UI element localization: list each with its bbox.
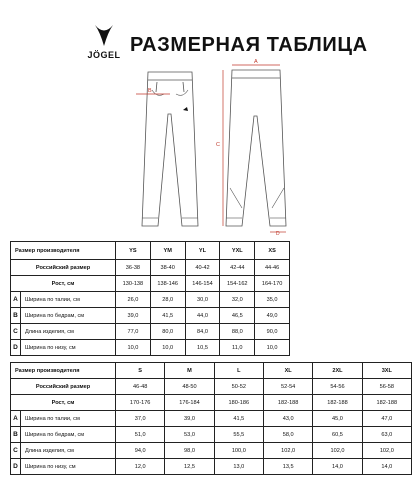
- value-cell: 58,0: [263, 427, 312, 443]
- table-row: [11, 379, 412, 395]
- measure-label-d: D: [276, 231, 280, 236]
- height-label: Рост, см: [11, 395, 116, 411]
- ru-size-cell: 52-54: [263, 379, 312, 395]
- size-cell: S: [116, 363, 165, 379]
- value-cell: 26,0: [116, 292, 151, 308]
- table-row: [11, 395, 412, 411]
- pants-drawings: [120, 58, 320, 236]
- value-cell: 46,5: [220, 308, 255, 324]
- ru-size-cell: 44-46: [255, 260, 290, 276]
- ru-size-cell: 50-52: [214, 379, 263, 395]
- measure-code: C: [11, 324, 21, 340]
- size-header: Размер производителя: [11, 242, 116, 260]
- value-cell: 53,0: [165, 427, 214, 443]
- height-cell: 170-176: [116, 395, 165, 411]
- value-cell: 90,0: [255, 324, 290, 340]
- measure-code: B: [11, 427, 21, 443]
- measure-code: A: [11, 411, 21, 427]
- value-cell: 102,0: [263, 443, 312, 459]
- size-cell: L: [214, 363, 263, 379]
- ru-size-cell: 46-48: [116, 379, 165, 395]
- height-cell: 146-154: [185, 276, 220, 292]
- ru-size-cell: 48-50: [165, 379, 214, 395]
- value-cell: 32,0: [220, 292, 255, 308]
- value-cell: 10,0: [116, 340, 151, 356]
- value-cell: 10,5: [185, 340, 220, 356]
- table-row: [11, 443, 412, 459]
- size-cell: YL: [185, 242, 220, 260]
- value-cell: 60,5: [313, 427, 362, 443]
- ru-size-cell: 56-58: [362, 379, 411, 395]
- measure-code: B: [11, 308, 21, 324]
- size-cell: 3XL: [362, 363, 411, 379]
- value-cell: 43,0: [263, 411, 312, 427]
- value-cell: 11,0: [220, 340, 255, 356]
- value-cell: 14,0: [313, 459, 362, 475]
- value-cell: 102,0: [313, 443, 362, 459]
- size-cell: YXL: [220, 242, 255, 260]
- measure-label: Ширина по бедрам, см: [21, 427, 116, 443]
- page-title: РАЗМЕРНАЯ ТАБЛИЦА: [130, 34, 368, 56]
- value-cell: 39,0: [116, 308, 151, 324]
- measure-label-b: B: [148, 88, 152, 94]
- value-cell: 100,0: [214, 443, 263, 459]
- table-row: [11, 292, 290, 308]
- measure-label: Ширина по талии, см: [21, 411, 116, 427]
- height-cell: 182-188: [313, 395, 362, 411]
- ru-size-cell: 42-44: [220, 260, 255, 276]
- measurement-lines: [136, 65, 286, 232]
- value-cell: 55,5: [214, 427, 263, 443]
- ru-size-cell: 38-40: [150, 260, 185, 276]
- header: [0, 0, 416, 60]
- size-cell: XS: [255, 242, 290, 260]
- size-cell: XL: [263, 363, 312, 379]
- value-cell: 12,0: [116, 459, 165, 475]
- size-cell: YM: [150, 242, 185, 260]
- value-cell: 77,0: [116, 324, 151, 340]
- measure-label-c: C: [216, 142, 220, 148]
- value-cell: 44,0: [185, 308, 220, 324]
- size-cell: 2XL: [313, 363, 362, 379]
- height-cell: 138-146: [150, 276, 185, 292]
- table-row: [11, 276, 290, 292]
- ru-size-cell: 36-38: [116, 260, 151, 276]
- value-cell: 49,0: [255, 308, 290, 324]
- table-row: [11, 427, 412, 443]
- measure-label: Ширина по талии, см: [21, 292, 116, 308]
- logo-text: JÖGEL: [87, 50, 121, 60]
- measure-label-a: A: [254, 59, 258, 65]
- value-cell: 13,5: [263, 459, 312, 475]
- value-cell: 37,0: [116, 411, 165, 427]
- value-cell: 80,0: [150, 324, 185, 340]
- value-cell: 45,0: [313, 411, 362, 427]
- measure-label: Длина изделия, см: [21, 324, 116, 340]
- value-cell: 98,0: [165, 443, 214, 459]
- jogel-logo-icon: [91, 22, 117, 48]
- value-cell: 13,0: [214, 459, 263, 475]
- value-cell: 47,0: [362, 411, 411, 427]
- height-cell: 164-170: [255, 276, 290, 292]
- pants-back-view: [226, 70, 286, 226]
- brand-logo: [84, 22, 124, 70]
- value-cell: 28,0: [150, 292, 185, 308]
- value-cell: 12,5: [165, 459, 214, 475]
- measure-label: Ширина по бедрам, см: [21, 308, 116, 324]
- value-cell: 63,0: [362, 427, 411, 443]
- size-cell: YS: [116, 242, 151, 260]
- value-cell: 41,5: [150, 308, 185, 324]
- table-row: [11, 459, 412, 475]
- ru-size-label: Российский размер: [11, 260, 116, 276]
- value-cell: 10,0: [255, 340, 290, 356]
- measure-code: C: [11, 443, 21, 459]
- table-row: [11, 308, 290, 324]
- measure-label: Ширина по низу, см: [21, 459, 116, 475]
- value-cell: 94,0: [116, 443, 165, 459]
- height-cell: 182-188: [362, 395, 411, 411]
- measure-label: Длина изделия, см: [21, 443, 116, 459]
- height-label: Рост, см: [11, 276, 116, 292]
- measure-label: Ширина по низу, см: [21, 340, 116, 356]
- value-cell: 30,0: [185, 292, 220, 308]
- measure-code: A: [11, 292, 21, 308]
- value-cell: 102,0: [362, 443, 411, 459]
- ru-size-cell: 54-56: [313, 379, 362, 395]
- value-cell: 84,0: [185, 324, 220, 340]
- value-cell: 10,0: [150, 340, 185, 356]
- value-cell: 41,5: [214, 411, 263, 427]
- measure-code: D: [11, 459, 21, 475]
- ru-size-cell: 40-42: [185, 260, 220, 276]
- height-cell: 182-188: [263, 395, 312, 411]
- table-row: [11, 242, 290, 260]
- height-cell: 154-162: [220, 276, 255, 292]
- table-row: [11, 411, 412, 427]
- value-cell: 39,0: [165, 411, 214, 427]
- table-row: [11, 363, 412, 379]
- size-header: Размер производителя: [11, 363, 116, 379]
- value-cell: 51,0: [116, 427, 165, 443]
- size-cell: M: [165, 363, 214, 379]
- value-cell: 35,0: [255, 292, 290, 308]
- measure-code: D: [11, 340, 21, 356]
- size-table-youth: [10, 241, 290, 356]
- height-cell: 176-184: [165, 395, 214, 411]
- table-row: [11, 324, 290, 340]
- height-cell: 130-138: [116, 276, 151, 292]
- value-cell: 88,0: [220, 324, 255, 340]
- pants-front-view: [142, 72, 198, 226]
- table-row: [11, 340, 290, 356]
- value-cell: 14,0: [362, 459, 411, 475]
- ru-size-label: Российский размер: [11, 379, 116, 395]
- height-cell: 180-186: [214, 395, 263, 411]
- size-table-adult: [10, 362, 412, 475]
- table-row: [11, 260, 290, 276]
